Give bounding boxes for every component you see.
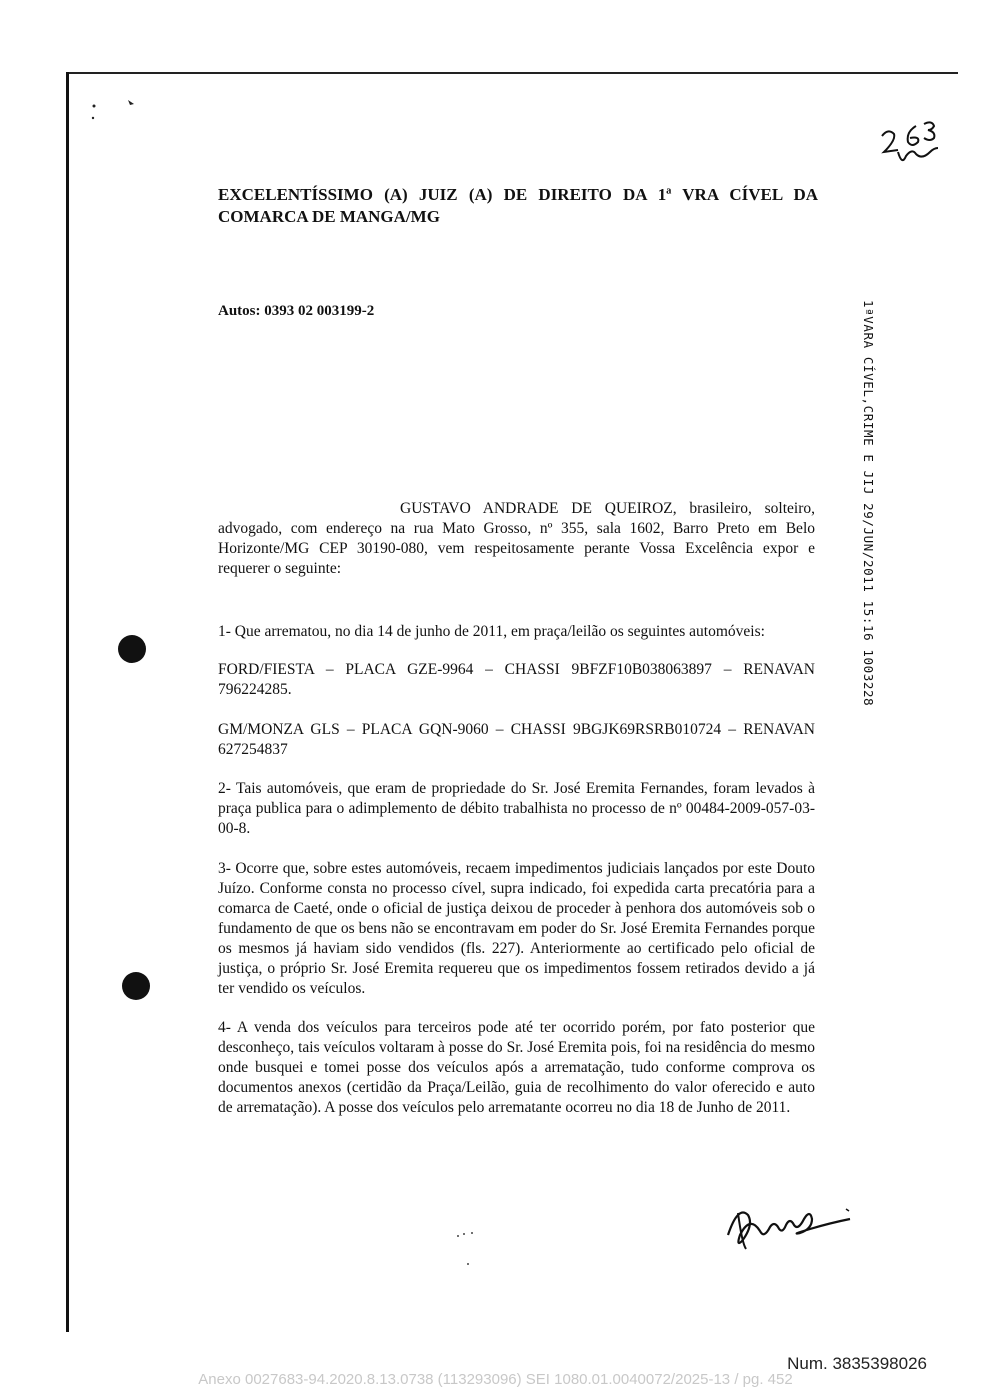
document-number: Num. 3835398026: [787, 1354, 927, 1373]
page-footer: Anexo 0027683-94.2020.8.13.0738 (113293096) SEI 1080.01.0040072/2025-13 / pg. 452: [198, 1371, 793, 1388]
vehicle-1-line: FORD/FIESTA – PLACA GZE-9964 – CHASSI 9BFZF10B038063897 – RENAVAN 796224285.: [218, 661, 815, 698]
punch-hole-top: [118, 635, 146, 663]
protocol-stamp: 1ªVARA CÍVEL,CRIME E JIJ 29/JUN/2011 15:16 1003228: [861, 300, 876, 707]
document-heading: EXCELENTÍSSIMO (A) JUIZ (A) DE DIREITO DA 1ª VRA CÍVEL DA COMARCA DE MANGA/MG: [218, 185, 818, 226]
punch-hole-bottom: [122, 972, 150, 1000]
case-number: Autos: 0393 02 003199-2: [218, 303, 375, 319]
item-3-paragraph: 3- Ocorre que, sobre estes automóveis, recaem impedimentos judiciais lançados por este Douto Juízo. Conforme consta no processo cível, supra indicado, foi expedida carta precatória para a comarca de Caeté, onde o oficial de justiça deixou de proceder à penhora dos automóveis sob o fundamento de que os bens não se encontravam em poder do Sr. José Eremita Fernandes porque os mesmos já haviam sido vendidos (fls. 227). Anteriormente ao certificado pelo oficial de justiça, o próprio Sr. José Eremita requereu que os impedimentos fossem retirados devido a já ter vendido os veículos.: [218, 860, 815, 997]
signature-image: [718, 1195, 868, 1255]
left-border-bar: [66, 72, 69, 1332]
item-1-paragraph: 1- Que arrematou, no dia 14 de junho de 2011, em praça/leilão os seguintes automóveis:: [218, 623, 765, 640]
scan-specks: [86, 96, 136, 126]
vehicle-2-line: GM/MONZA GLS – PLACA GQN-9060 – CHASSI 9BGJK69RSRB010724 – RENAVAN 627254837: [218, 721, 815, 758]
scan-marks: [452, 1228, 482, 1268]
top-border-line: [66, 72, 958, 74]
handwritten-page-number: [876, 118, 946, 170]
item-4-paragraph: 4- A venda dos veículos para terceiros pode até ter ocorrido porém, por fato posterior que desconheço, tais veículos voltaram à posse do Sr. José Eremita pois, foi na residência do mesmo onde busquei e tomei posse dos veículos após a arrematação, tudo conforme comprova os documentos anexos (certidão da Praça/Leilão, guia de recolhimento do valor oferecido e auto de arrematação). A posse dos veículos pelo arrematante ocorreu no dia 18 de Junho de 2011.: [218, 1019, 815, 1116]
item-2-paragraph: 2- Tais automóveis, que eram de propriedade do Sr. José Eremita Fernandes, foram levados à praça publica para o adimplemento de débito trabalhista no processo de nº 00484-2009-057-03-00-8.: [218, 780, 815, 837]
intro-paragraph: GUSTAVO ANDRADE DE QUEIROZ, brasileiro, solteiro, advogado, com endereço na rua Mato Grosso, nº 355, sala 1602, Barro Preto em Belo Horizonte/MG CEP 30190-080, vem respeitosamente perante Vossa Excelência expor e requerer o seguinte:: [218, 500, 815, 577]
